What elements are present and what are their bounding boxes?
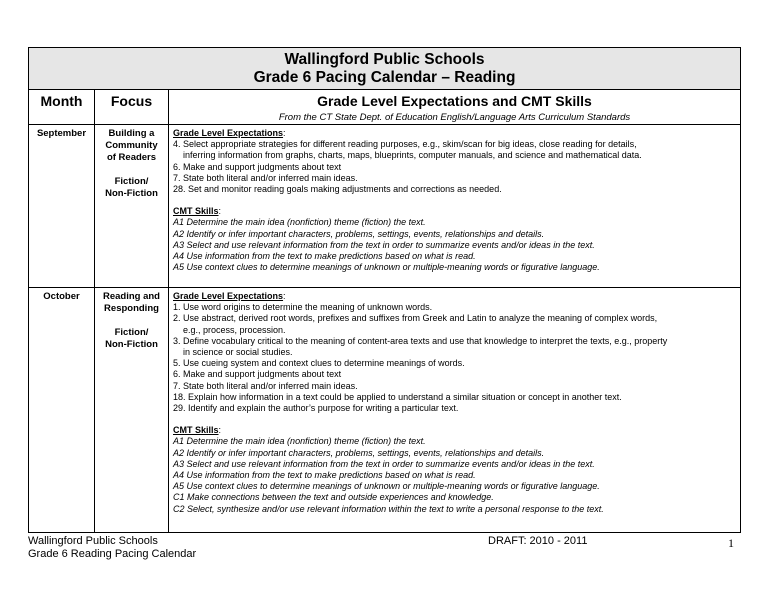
cmt-skill-item: A1 Determine the main idea (nonfiction) theme (fiction) the text.	[173, 217, 426, 228]
focus-line: Community	[105, 140, 158, 151]
gle-heading-line: Grade Level Expectations:	[173, 128, 286, 138]
gle-item: 7. State both literal and/or inferred main ideas.	[173, 380, 358, 391]
focus-line: of Readers	[106, 152, 157, 163]
page-number: 1	[728, 536, 734, 550]
focus-line: Non-Fiction	[105, 188, 158, 199]
footer-left	[28, 535, 196, 561]
pacing-calendar-table	[28, 47, 741, 533]
month-cell: October	[29, 288, 95, 533]
focus-line: Fiction/	[114, 327, 149, 338]
table-row	[29, 125, 741, 288]
gle-item: 6. Make and support judgments about text	[173, 161, 342, 172]
gle-item: inferring information from graphs, charts, maps, blueprints, computer manuals, and science and mathematical data.	[183, 150, 642, 161]
cmt-skill-item: A1 Determine the main idea (nonfiction) theme (fiction) the text.	[173, 436, 426, 447]
footer-calendar-name: Grade 6 Reading Pacing Calendar	[28, 548, 197, 560]
expectations-header-title: Grade Level Expectations and CMT Skills	[317, 93, 592, 109]
month-column-header: Month	[29, 90, 95, 125]
focus-line: Building a	[108, 128, 155, 139]
cmt-heading-line: CMT Skills:	[173, 206, 222, 217]
focus-line: Responding	[104, 303, 159, 314]
document-title	[29, 48, 741, 90]
cmt-heading: CMT Skills	[173, 425, 219, 436]
cmt-skill-item: A4 Use information from the text to make predictions based on what is read.	[173, 251, 476, 262]
gle-item: 5. Use cueing system and context clues to determine meanings of words.	[173, 358, 465, 369]
section-spacer	[173, 414, 736, 425]
section-spacer	[173, 195, 736, 206]
expectations-column-header	[169, 90, 741, 125]
footer-school: Wallingford Public Schools	[28, 535, 158, 547]
gle-heading-line: Grade Level Expectations:	[173, 291, 286, 301]
expectations-cell	[169, 125, 741, 288]
cmt-skill-item: A5 Use context clues to determine meanings of unknown or multiple-meaning words or figurative language.	[173, 262, 600, 273]
focus-line: Reading and	[102, 291, 160, 302]
month-cell: September	[29, 125, 95, 288]
gle-item: 18. Explain how information in a text could be applied to understand a similar situation or concept in another text.	[173, 391, 622, 402]
focus-line: Non-Fiction	[105, 339, 158, 350]
cmt-skill-item: A4 Use information from the text to make predictions based on what is read.	[173, 470, 476, 481]
focus-spacer	[95, 315, 168, 327]
cmt-skill-item: A2 Identify or infer important characters, problems, settings, events, relationships and details.	[173, 228, 545, 239]
focus-column-header: Focus	[95, 90, 169, 125]
cmt-skill-item: C2 Select, synthesize and/or use relevant information within the text to write a personal response to the text.	[173, 503, 604, 514]
gle-item: 2. Use abstract, derived root words, prefixes and suffixes from Greek and Latin to analyze the meaning of complex words,	[173, 313, 658, 324]
cmt-skill-item: A3 Select and use relevant information from the text in order to summarize events and/or ideas in the text.	[173, 239, 595, 250]
gle-item: 29. Identify and explain the author’s purpose for writing a particular text.	[173, 403, 459, 414]
cmt-skill-item: A3 Select and use relevant information from the text in order to summarize events and/or ideas in the text.	[173, 458, 595, 469]
focus-spacer	[95, 164, 168, 176]
gle-heading: Grade Level Expectations	[173, 128, 284, 138]
cmt-skill-item: A5 Use context clues to determine meanings of unknown or multiple-meaning words or figurative language.	[173, 481, 600, 492]
focus-cell	[95, 125, 169, 288]
cmt-skill-item: A2 Identify or infer important characters, problems, settings, events, relationships and details.	[173, 447, 545, 458]
gle-item: 6. Make and support judgments about text	[173, 369, 342, 380]
gle-item: 4. Select appropriate strategies for different reading purposes, e.g., skim/scan for big ideas, close reading for details,	[173, 139, 637, 150]
school-name: Wallingford Public Schools	[284, 51, 485, 68]
expectations-cell	[169, 288, 741, 533]
standards-source-note: From the CT State Dept. of Education English/Language Arts Curriculum Standards	[278, 112, 631, 123]
gle-heading: Grade Level Expectations	[173, 291, 284, 301]
gle-item: 28. Set and monitor reading goals making adjustments and corrections as needed.	[173, 184, 502, 195]
gle-item: e.g., process, procession.	[183, 324, 286, 335]
cmt-heading: CMT Skills	[173, 206, 219, 217]
cmt-heading-line: CMT Skills:	[173, 425, 222, 436]
focus-line: Fiction/	[114, 176, 149, 187]
table-row	[29, 288, 741, 533]
gle-item: 3. Define vocabulary critical to the meaning of content-area texts and use that knowledge to interpret the texts, e.g., property	[173, 335, 668, 346]
calendar-title: Grade 6 Pacing Calendar – Reading	[253, 69, 516, 86]
gle-item: 7. State both literal and/or inferred main ideas.	[173, 172, 358, 183]
footer-draft: DRAFT: 2010 - 2011	[488, 535, 588, 547]
focus-cell	[95, 288, 169, 533]
gle-item: 1. Use word origins to determine the meaning of unknown words.	[173, 302, 433, 313]
cmt-skill-item: C1 Make connections between the text and outside experiences and knowledge.	[173, 492, 494, 503]
gle-item: in science or social studies.	[183, 347, 293, 358]
